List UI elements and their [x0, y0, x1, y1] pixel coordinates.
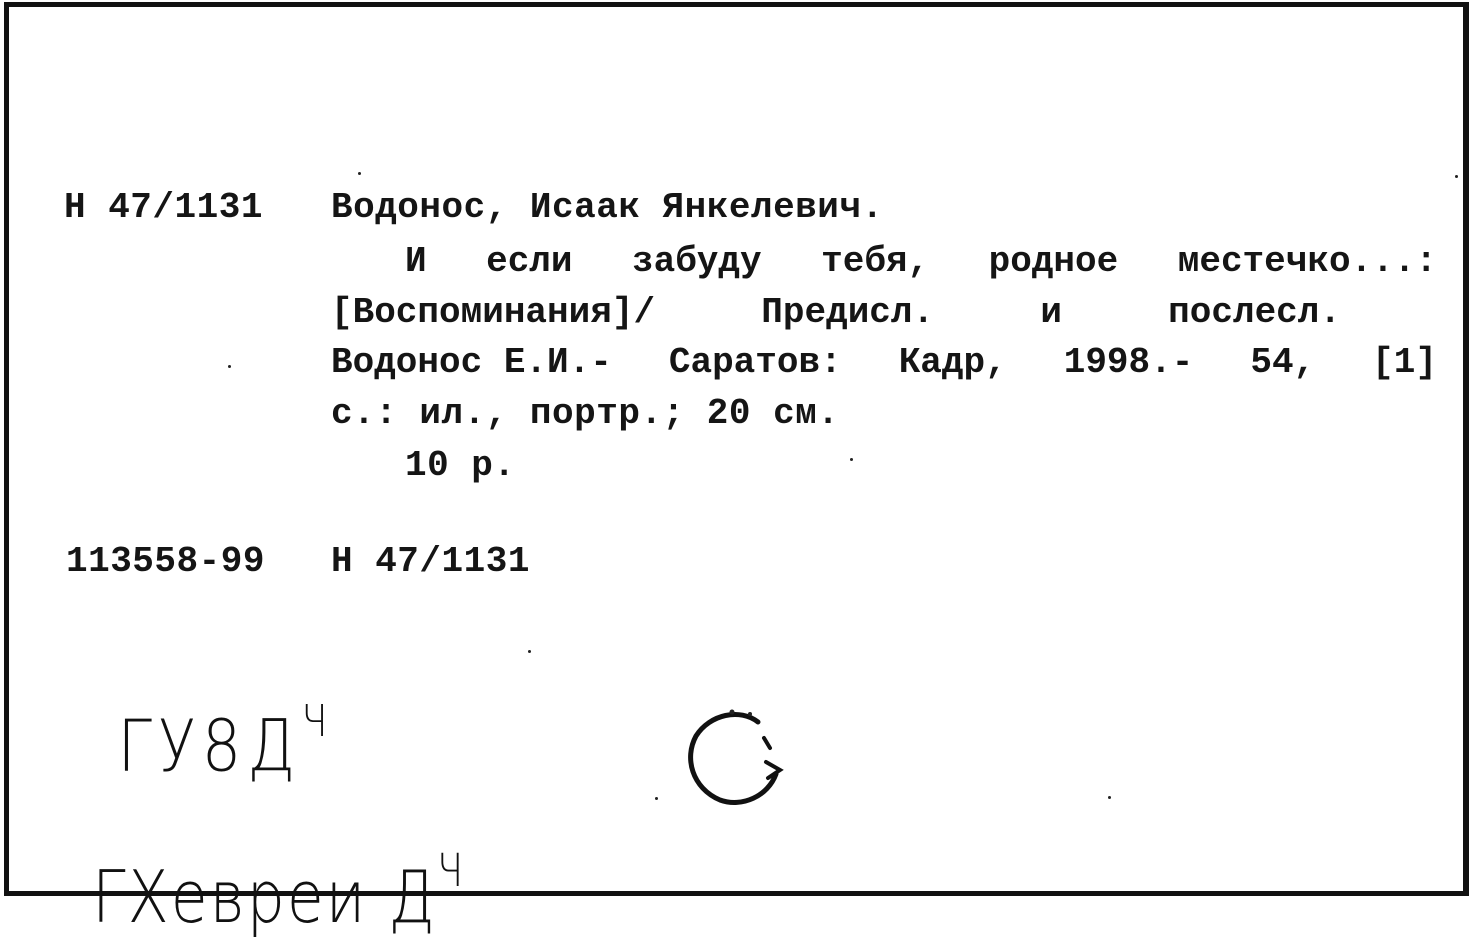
description-word: Кадр,: [898, 342, 1007, 383]
handwritten-superscript: Ч: [436, 844, 465, 897]
handwritten-text: ГУ8Д: [117, 704, 302, 788]
description-word: Водонос Е.И.-: [331, 342, 612, 383]
description-word: И: [405, 241, 427, 282]
description-word: тебя,: [821, 241, 930, 282]
physical-description: с.: ил., портр.; 20 см.: [331, 393, 840, 434]
speck: [1108, 796, 1111, 799]
description-word: Предисл.: [761, 292, 935, 333]
description-word: Саратов:: [668, 342, 842, 383]
author-heading: Водонос, Исаак Янкелевич.: [331, 187, 884, 228]
description-line-2: [331, 287, 1341, 339]
handwritten-text: ГХевреи Д: [92, 856, 437, 940]
description-word: послесл.: [1168, 292, 1341, 333]
speck: [850, 458, 853, 461]
shelf-mark-repeat: Н 47/1131: [331, 541, 530, 582]
speck: [1455, 175, 1458, 178]
library-stamp-icon: [680, 700, 790, 810]
handwritten-superscript: Ч: [301, 696, 334, 747]
description-word: забуду: [632, 241, 762, 282]
description-word: 54,: [1250, 342, 1316, 383]
speck: [655, 797, 658, 800]
inventory-number: 113558-99: [66, 541, 265, 582]
description-word: [Воспоминания]/: [331, 292, 656, 333]
speck: [228, 365, 231, 368]
speck: [358, 172, 361, 175]
description-word: родное: [988, 241, 1119, 282]
description-word: местечко...:: [1177, 241, 1437, 282]
description-word: и: [1040, 292, 1062, 333]
description-line-1: [405, 236, 1437, 288]
shelf-mark: Н 47/1131: [64, 187, 263, 228]
description-word: [1]: [1372, 342, 1437, 383]
description-word: 1998.-: [1063, 342, 1194, 383]
description-word: если: [486, 241, 573, 282]
speck: [528, 650, 531, 653]
description-line-3: [331, 337, 1437, 389]
price: 10 р.: [405, 445, 516, 486]
handwritten-note-2: [50, 760, 465, 940]
